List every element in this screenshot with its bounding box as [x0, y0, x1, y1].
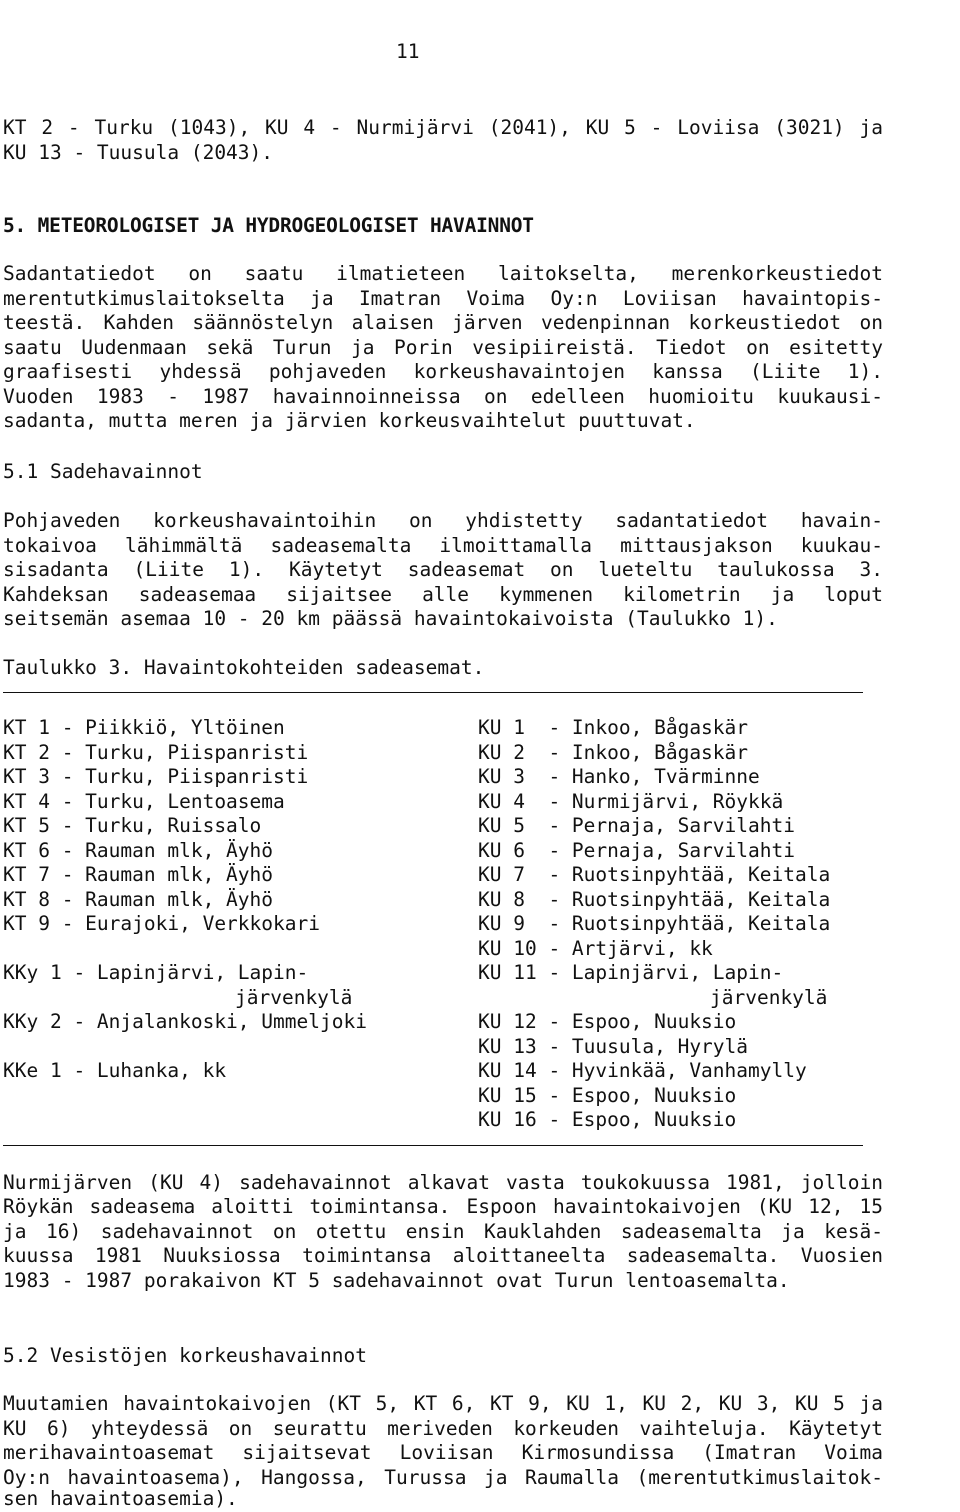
table-row: KU 8 - Ruotsinpyhtää, Keitala	[478, 887, 831, 911]
table-row-continuation: järvenkylä	[235, 985, 353, 1009]
body-line: merentutkimuslaitokselta ja Imatran Voima Oy:n Loviisan havaintopis-	[3, 287, 883, 310]
table-row: KU 9 - Ruotsinpyhtää, Keitala	[478, 912, 831, 935]
body-line: sisadanta (Liite 1). Käytetyt sadeasemat on lueteltu taulukossa 3.	[3, 558, 883, 581]
table-row: KU 2 - Inkoo, Bågaskär	[478, 740, 749, 764]
table-row: KKe 1 - Luhanka, kk	[3, 1059, 227, 1082]
body-line: seitsemän asemaa 10 - 20 km päässä havaintokaivoista (Taulukko 1).	[3, 607, 778, 630]
intro-line: KU 13 - Tuusula (2043).	[3, 141, 274, 164]
table-row: KU 12 - Espoo, Nuuksio	[478, 1010, 737, 1033]
table-row: KU 7 - Ruotsinpyhtää, Keitala	[478, 863, 831, 886]
table-row: KU 13 - Tuusula, Hyrylä	[478, 1034, 749, 1058]
table-row: KKy 2 - Anjalankoski, Ummeljoki	[3, 1010, 367, 1033]
body-line: Pohjaveden korkeushavaintoihin on yhdistetty sadantatiedot havain-	[3, 509, 883, 532]
table-row: KU 3 - Hanko, Tvärminne	[478, 765, 760, 788]
body-line: sadanta, mutta meren ja järvien korkeusvaihtelut puuttuvat.	[3, 409, 696, 432]
table-row: KU 16 - Espoo, Nuuksio	[478, 1108, 737, 1131]
body-line: sen havaintoasemia).	[3, 1487, 238, 1510]
table-left-column	[3, 716, 443, 1084]
table-row: KT 6 - Rauman mlk, Äyhö	[3, 838, 274, 862]
table-row: KU 11 - Lapinjärvi, Lapin-	[478, 961, 784, 984]
table-row: KU 6 - Pernaja, Sarvilahti	[478, 838, 795, 862]
section-5-2-heading: 5.2 Vesistöjen korkeushavainnot	[3, 1344, 367, 1367]
table-row: KT 4 - Turku, Lentoasema	[3, 789, 285, 813]
body-line: Röykän sadeasema aloitti toimintansa. Espoon havaintokaivojen (KU 12, 15	[3, 1195, 883, 1218]
table-row: KT 1 - Piikkiö, Yltöinen	[3, 716, 285, 739]
body-line: Vuoden 1983 - 1987 havainnoinneissa on edelleen huomioitu kuukausi-	[3, 385, 883, 408]
table-row: KU 5 - Pernaja, Sarvilahti	[478, 814, 795, 837]
section-5-heading: 5. METEOROLOGISET JA HYDROGEOLOGISET HAVAINNOT	[3, 214, 534, 237]
table-top-rule	[3, 692, 863, 693]
body-line: graafisesti yhdessä pohjaveden korkeushavaintojen kanssa (Liite 1).	[3, 360, 883, 383]
intro-line: KT 2 - Turku (1043), KU 4 - Nurmijärvi (2041), KU 5 - Loviisa (3021) ja	[3, 116, 883, 139]
table-row: KT 8 - Rauman mlk, Äyhö	[3, 887, 274, 911]
section-5-1-heading: 5.1 Sadehavainnot	[3, 460, 203, 483]
table-row: KU 10 - Artjärvi, kk	[478, 936, 713, 960]
table-row: KT 5 - Turku, Ruissalo	[3, 814, 262, 837]
body-line: teestä. Kahden säännöstelyn alaisen järven vedenpinnan korkeustiedot on	[3, 311, 883, 334]
table-row: KU 4 - Nurmijärvi, Röykkä	[478, 789, 784, 813]
body-line: Nurmijärven (KU 4) sadehavainnot alkavat vasta toukokuussa 1981, jolloin	[3, 1171, 883, 1194]
table-row: KU 15 - Espoo, Nuuksio	[478, 1083, 737, 1107]
table-caption: Taulukko 3. Havaintokohteiden sadeasemat.	[3, 656, 485, 679]
table-bottom-rule	[3, 1145, 863, 1146]
table-row: KT 2 - Turku, Piispanristi	[3, 740, 309, 764]
body-line: tokaivoa lähimmältä sadeasemalta ilmoittamalla mittausjakson kuukau-	[3, 534, 883, 557]
body-line: ja 16) sadehavainnot on otettu ensin Kauklahden sadeasemalta ja kesä-	[3, 1220, 883, 1243]
body-line: Kahdeksan sadeasemaa sijaitsee alle kymmenen kilometrin ja loput	[3, 583, 883, 606]
table-row: KKy 1 - Lapinjärvi, Lapin-	[3, 961, 309, 984]
table-right-column	[478, 716, 878, 1133]
table-row-continuation: järvenkylä	[710, 985, 828, 1009]
table-row: KT 3 - Turku, Piispanristi	[3, 765, 309, 788]
table-row: KU 14 - Hyvinkää, Vanhamylly	[478, 1059, 807, 1082]
page-number: 11	[396, 40, 420, 63]
body-line: kuussa 1981 Nuuksiossa toimintansa aloittaneelta sadeasemalta. Vuosien	[3, 1244, 883, 1267]
body-line: merihavaintoasemat sijaitsevat Loviisan Kirmosundissa (Imatran Voima	[3, 1441, 883, 1464]
table-row: KU 1 - Inkoo, Bågaskär	[478, 716, 749, 739]
body-line: Oy:n havaintoasema), Hangossa, Turussa ja Raumalla (merentutkimuslaitok-	[3, 1466, 883, 1489]
body-line: saatu Uudenmaan sekä Turun ja Porin vesipiireistä. Tiedot on esitetty	[3, 336, 883, 359]
table-row: KT 9 - Eurajoki, Verkkokari	[3, 912, 320, 935]
body-line: Muutamien havaintokaivojen (KT 5, KT 6, KT 9, KU 1, KU 2, KU 3, KU 5 ja	[3, 1392, 883, 1415]
body-line: Sadantatiedot on saatu ilmatieteen laitokselta, merenkorkeustiedot	[3, 262, 883, 285]
body-line: KU 6) yhteydessä on seurattu meriveden korkeuden vaihteluja. Käytetyt	[3, 1417, 883, 1440]
table-row: KT 7 - Rauman mlk, Äyhö	[3, 863, 274, 886]
body-line: 1983 - 1987 porakaivon KT 5 sadehavainnot ovat Turun lentoasemalta.	[3, 1269, 790, 1292]
